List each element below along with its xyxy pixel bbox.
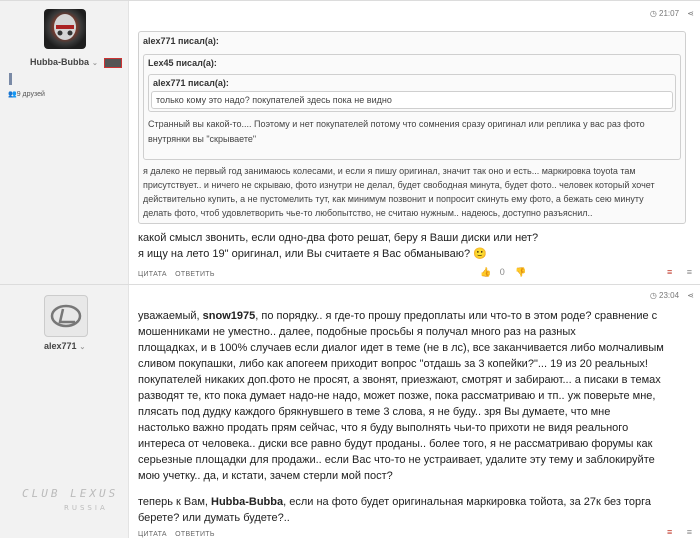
quote-inner-text-box bbox=[151, 91, 673, 109]
post-time: 23:04 bbox=[659, 291, 680, 300]
post-tools bbox=[667, 267, 692, 277]
reply-button[interactable]: ОТВЕТИТЬ bbox=[175, 271, 215, 278]
menu-icon[interactable]: ≡ bbox=[686, 527, 692, 537]
quote-button[interactable]: ЦИТАТА bbox=[138, 271, 167, 278]
post-body-line: интереса от человека.. диски все равно будут проданы.. более того, я не рассматриваю форумы как bbox=[138, 438, 653, 450]
watermark-subtitle: RUSSIA bbox=[64, 504, 108, 512]
author-sidebar bbox=[0, 285, 129, 538]
post-meta bbox=[650, 291, 694, 300]
author-username[interactable] bbox=[44, 341, 85, 351]
mention-link[interactable]: Hubba-Bubba bbox=[211, 496, 284, 508]
chevron-down-icon[interactable]: ⌄ bbox=[79, 344, 86, 351]
reactions bbox=[480, 267, 526, 278]
post-body-line: берете? или думать будете?.. bbox=[138, 512, 290, 524]
username-link[interactable]: Hubba-Bubba bbox=[30, 57, 89, 67]
like-icon[interactable]: 👍 bbox=[480, 267, 492, 277]
clock-icon: ◷ bbox=[649, 291, 657, 300]
author-username[interactable] bbox=[30, 57, 122, 68]
quote-text: действительно купить, а не пустомелить тут, как минимум позвонит и попросит скинуть ему фото, а бежать сею минуту bbox=[143, 194, 644, 204]
post-body-line: покупателей никаких доп.фото не просят, а звонят, приезжают, смотрят и забирают... а писаки в темах bbox=[138, 374, 661, 386]
share-icon[interactable]: ⋖ bbox=[687, 291, 694, 300]
report-icon[interactable]: ≡ bbox=[666, 527, 673, 537]
quote-author: Lex45 писал(а): bbox=[148, 58, 217, 68]
post-time: 21:07 bbox=[659, 9, 680, 18]
post-body-line: настолько важно продать прям сейчас, что я буду выполнять чьи-то прихоти не видя реального bbox=[138, 422, 629, 434]
post-content bbox=[128, 285, 700, 538]
post-body-line: серьезные площадки для продажи.. если Вас что-то не устраивает, удалите эту тему и заблокируйте bbox=[138, 454, 655, 466]
post-actions bbox=[138, 271, 215, 278]
quote-block-inner bbox=[148, 74, 676, 112]
reply-button[interactable]: ОТВЕТИТЬ bbox=[175, 531, 215, 538]
mention-link[interactable]: snow1975 bbox=[202, 310, 256, 322]
quote-text: присутствует.. и ничего не скрываю, фото изнутри не делал, будет свободная минута, будет фото.. человек который хочет bbox=[143, 180, 655, 190]
rank-badge bbox=[104, 58, 122, 68]
quote-button[interactable]: ЦИТАТА bbox=[138, 531, 167, 538]
post-tools bbox=[667, 527, 692, 537]
share-icon[interactable]: ⋖ bbox=[687, 9, 694, 18]
post-body-line: разводят те, кто пока думает надо-не надо, может позже, пока рассматриваю и тп.. уж поверьте мне, bbox=[138, 390, 656, 402]
lexus-logo-image bbox=[45, 296, 87, 336]
friends-link[interactable] bbox=[8, 90, 45, 98]
post-body-line: теперь к Вам, Hubba-Bubba, если на фото будет оригинальная маркировка тойота, за 27к без торга bbox=[138, 496, 652, 508]
quote-block-outer bbox=[138, 31, 686, 224]
friends-icon: 👥 bbox=[8, 91, 17, 98]
watermark-logo: CLUB LEXUS bbox=[22, 487, 119, 500]
quote-text: делать фото, чтоб удовлетворить чье-то любопытство, не считаю нужным.. надеюсь, доступно разъяснил.. bbox=[143, 208, 593, 218]
like-count: 0 bbox=[499, 267, 505, 277]
status-bar-icon bbox=[9, 73, 12, 85]
quote-author: alex771 писал(а): bbox=[153, 78, 229, 88]
avatar[interactable] bbox=[44, 295, 88, 337]
avatar[interactable] bbox=[44, 9, 86, 49]
quote-text: Странный вы какой-то.... Поэтому и нет покупателей потому что сомнения сразу оригинал или реплика у вас раз фото bbox=[148, 119, 645, 129]
post-body-line: какой смысл звонить, если одно-два фото решат, беру я Ваши диски или нет? bbox=[138, 232, 539, 244]
username-link[interactable]: alex771 bbox=[44, 341, 77, 351]
dislike-icon[interactable]: 👎 bbox=[515, 267, 527, 277]
menu-icon[interactable]: ≡ bbox=[686, 267, 692, 277]
report-icon[interactable]: ≡ bbox=[666, 267, 673, 277]
clock-icon: ◷ bbox=[649, 9, 657, 18]
chevron-down-icon[interactable]: ⌄ bbox=[92, 60, 98, 67]
quote-block-mid bbox=[143, 54, 681, 160]
post-body-line: сливом покупашки, либо как апогеем приходит вопрос "отдашь за 3 копейки?"... 19 из 20 реальных! bbox=[138, 358, 648, 370]
author-sidebar bbox=[0, 1, 129, 284]
post-body-line: я ищу на лето 19" оригинал, или Вы считаете я Вас обманываю? 🙂 bbox=[138, 248, 487, 260]
post-body-line: плясать под дудку каждого брякнувшего в теме 3 слова, я не буду.. зря Вы думаете, что мне bbox=[138, 406, 611, 418]
helmet-image bbox=[44, 9, 86, 49]
post-content bbox=[128, 1, 700, 284]
friends-count[interactable]: 9 друзей bbox=[16, 91, 45, 98]
quote-text: внутрянки вы "скрываете" bbox=[148, 134, 257, 144]
post-body-line: мошенниками не уместно.. далее, подобные просьбы я получал много раз на разных bbox=[138, 326, 576, 338]
post-body-line: площадках, и в 100% случаев если диалог идет в теме (не в лс), все заканчивается либо молчаливым bbox=[138, 342, 664, 354]
quote-text: только кому это надо? покупателей здесь пока не видно bbox=[156, 95, 392, 105]
post-body-line: мою учетку.. да, и кстати, зачем стерли мой пост? bbox=[138, 470, 393, 482]
quote-author: alex771 писал(а): bbox=[143, 36, 219, 46]
quote-text: я далеко не первый год занимаюсь колесами, и если я пишу оригинал, значит так оно и есть... маркировка toyota там bbox=[143, 166, 636, 176]
post-body-line: уважаемый, snow1975, по порядку.. я где-то прошу предоплаты или что-то в этом роде? сравнение с bbox=[138, 310, 658, 322]
post-meta bbox=[650, 9, 694, 18]
